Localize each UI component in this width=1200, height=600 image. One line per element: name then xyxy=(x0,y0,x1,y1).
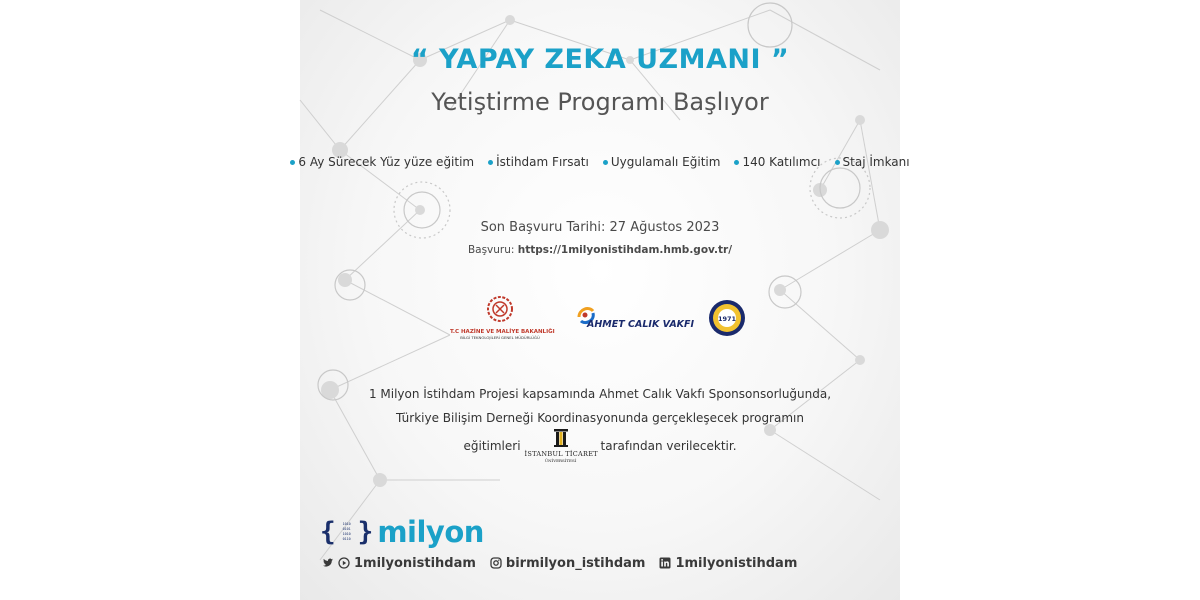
announcement-poster xyxy=(298,0,910,600)
binary-grid-icon xyxy=(336,519,358,545)
turkiye-bilisim-dernegi-seal-icon xyxy=(708,299,746,337)
program-subtitle: Yetiştirme Programı Başlıyor xyxy=(431,88,769,116)
ministry-emblem-icon xyxy=(486,295,514,323)
binary-row: 1010 xyxy=(342,522,351,526)
itu-name: İSTANBUL TİCARET xyxy=(524,450,598,458)
body-line-3-start: eğitimleri xyxy=(463,439,521,453)
body-line-3 xyxy=(300,428,900,464)
instagram-link[interactable] xyxy=(490,556,646,571)
deadline-text: Son Başvuru Tarihi: 27 Ağustos 2023 xyxy=(480,220,720,235)
feature-list xyxy=(298,155,910,169)
binary-row: 1010 xyxy=(342,532,351,536)
twitter-youtube-link[interactable] xyxy=(322,556,476,571)
body-line-3-end: tarafından verilecektir. xyxy=(600,439,737,453)
linkedin-icon xyxy=(659,557,671,569)
program-title: “ YAPAY ZEKA UZMANI ” xyxy=(410,44,790,75)
body-line-1: 1 Milyon İstihdam Projesi kapsamında Ahmet Calık Vakfı Sponsonsorluğunda, xyxy=(368,387,832,401)
tbd-year: 1971 xyxy=(717,315,737,323)
acv-name: AHMET CALIK VAKFI xyxy=(587,319,695,330)
body-line-2: Türkiye Bilişim Derneği Koordinasyonunda gerçekleşecek programın xyxy=(396,411,804,425)
feature-label: 6 Ay Sürecek Yüz yüze eğitim xyxy=(298,155,475,169)
apply-url-link[interactable]: https://1milyonistihdam.hmb.gov.tr/ xyxy=(517,244,733,256)
feature-item xyxy=(734,155,820,169)
twitter-youtube-handle: 1milyonistihdam xyxy=(354,555,476,571)
istanbul-ticaret-universitesi-logo xyxy=(525,429,597,463)
brace-close: } xyxy=(357,517,374,547)
apply-label: Başvuru: xyxy=(467,244,515,256)
feature-item xyxy=(290,155,474,169)
feature-label: İstihdam Fırsatı xyxy=(496,155,589,169)
bullet-dot-icon xyxy=(603,160,608,165)
feature-label: 140 Katılımcı xyxy=(742,155,821,169)
bullet-dot-icon xyxy=(290,160,295,165)
brace-open: { xyxy=(320,517,336,547)
feature-item xyxy=(488,155,589,169)
linkedin-link[interactable] xyxy=(659,556,797,571)
youtube-icon xyxy=(338,557,350,569)
sponsor-logos xyxy=(300,295,900,345)
milyon-brand-logo xyxy=(320,512,484,552)
instagram-handle: birmilyon_istihdam xyxy=(505,555,646,571)
bullet-dot-icon xyxy=(835,160,840,165)
twitter-icon xyxy=(322,557,334,569)
ministry-logo xyxy=(450,295,555,340)
instagram-icon xyxy=(490,557,502,569)
linkedin-handle: 1milyonistihdam xyxy=(675,555,798,571)
feature-label: Staj İmkanı xyxy=(842,155,910,169)
ministry-department: BİLGİ TEKNOLOJİLERİ GENEL MÜDÜRLÜĞÜ xyxy=(460,335,540,340)
brand-name: milyon xyxy=(377,515,484,549)
binary-row: 0110 xyxy=(342,537,351,541)
bullet-dot-icon xyxy=(734,160,739,165)
feature-item xyxy=(835,155,910,169)
ahmet-calik-vakfi-logo xyxy=(575,303,695,333)
apply-line xyxy=(300,244,900,256)
itu-column-icon xyxy=(553,429,569,447)
social-media-bar xyxy=(322,553,811,573)
itu-subtitle: ÜNİVERSİTESİ xyxy=(544,458,577,463)
ministry-name: T.C HAZİNE VE MALİYE BAKANLIĞI xyxy=(450,329,555,335)
feature-item xyxy=(603,155,721,169)
feature-label: Uygulamalı Eğitim xyxy=(610,155,721,169)
binary-row: 0101 xyxy=(342,527,351,531)
bullet-dot-icon xyxy=(488,160,493,165)
